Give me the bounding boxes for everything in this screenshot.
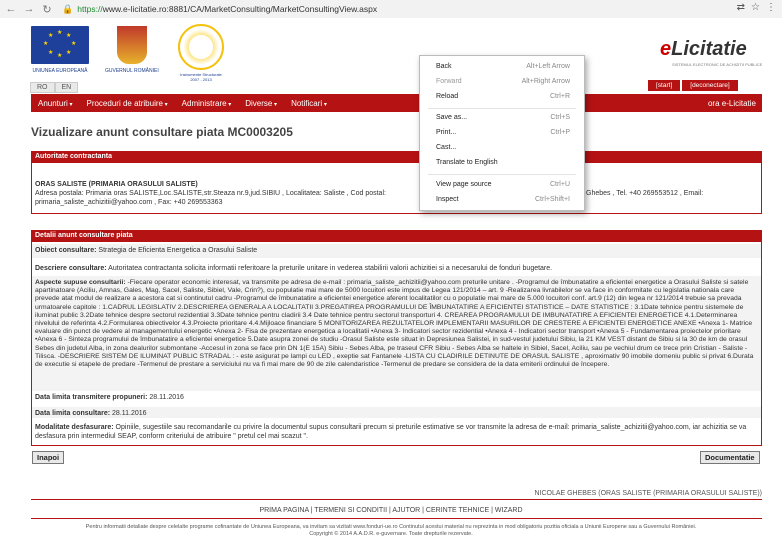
context-menu: [419, 55, 585, 211]
object-row: Obiect consultare: Strategia de Eficienta Energetica a Orasului Saliste: [35, 247, 258, 254]
url-text: https://www.e-licitatie.ro:8881/CA/MarketConsulting/MarketConsultingView.aspx: [77, 4, 378, 14]
authority-address-tail: Ghebes , Tel. +40 269553512 , Email:: [586, 190, 704, 197]
back-button[interactable]: Inapoi: [32, 451, 64, 464]
menu-anunturi[interactable]: Anunturi ▾: [31, 99, 79, 108]
ctx-translate[interactable]: Translate to English: [436, 159, 498, 166]
footer-links[interactable]: PRIMA PAGINA | TERMENI SI CONDITII | AJUTOR | CERINTE TEHNICE | WIZARD: [259, 507, 523, 514]
ctx-forward: Forward Alt+Right Arrow: [436, 78, 570, 85]
ctx-reload[interactable]: Reload Ctrl+R: [436, 93, 570, 100]
main-menu: [31, 94, 762, 112]
ora-elicitatie: ora e-Licitatie: [707, 99, 756, 108]
lang-en[interactable]: EN: [55, 82, 79, 93]
reload-icon[interactable]: ↻: [42, 3, 52, 16]
gov-logo: GUVERNUL ROMÂNIEI: [105, 26, 159, 74]
menu-administrare[interactable]: Administrare ▾: [175, 99, 239, 108]
login-buttons: [648, 80, 738, 91]
eu-logo: ★ ★ ★ ★ ★ ★ ★ ★ UNIUNEA EUROPEANĂ: [31, 26, 89, 74]
footer-divider: [31, 518, 762, 519]
mode-row: Modalitate desfasurare: Opiniile, sugestiile sau recomandarile cu privire la documentul supus consultarii precum si preturile estimative se vor transmite la adresa de e-mail: primaria_saliste_achizitii@yahoo.com, iar achizitia se va desfasura prin intermediul SEAP, conform criteriului de atribuire " pretul cel mai scazut ".: [35, 424, 747, 440]
eu-flag-icon: ★ ★ ★ ★ ★ ★ ★ ★: [31, 26, 89, 64]
translate-icon[interactable]: ⇄: [736, 2, 746, 13]
footer-copyright: Copyright © 2014 A.A.D.R. e-guvernare. Toate drepturile rezervate.: [309, 531, 473, 537]
lang-ro[interactable]: RO: [30, 82, 55, 93]
forward-arrow-icon[interactable]: →: [23, 3, 35, 15]
e-licitatie-logo[interactable]: eLicitatie: [660, 38, 747, 60]
menu-notificari[interactable]: Notificari ▾: [284, 99, 334, 108]
ctx-inspect[interactable]: Inspect Ctrl+Shift+I: [436, 196, 570, 203]
structural-instruments-icon: [178, 24, 224, 70]
lock-icon: 🔒: [62, 3, 74, 14]
star-icon[interactable]: ☆: [751, 2, 760, 13]
menu-proceduri[interactable]: Proceduri de atribuire ▾: [79, 99, 174, 108]
ctx-back[interactable]: Back Alt+Left Arrow: [436, 63, 570, 70]
ctx-save-as[interactable]: Save as... Ctrl+S: [436, 114, 570, 121]
page-title: Vizualizare anunt consultare piata MC0003205: [31, 125, 293, 139]
logout-button[interactable]: [deconectare]: [682, 80, 737, 91]
language-switch: [30, 82, 78, 93]
coat-of-arms-icon: [117, 26, 147, 64]
footer-note: [30, 524, 752, 538]
logged-user-name: NICOLAE GHEBES (ORAS SALISTE (PRIMARIA ORASULUI SALISTE)): [534, 490, 762, 497]
browser-toolbar: [0, 0, 782, 19]
back-arrow-icon[interactable]: ←: [5, 3, 17, 15]
documentation-button[interactable]: Documentatie: [700, 451, 760, 464]
details-header: Detalii anunt consultare piata: [31, 230, 762, 242]
authority-address: Adresa postala: Primaria oras SALISTE,Loc.SALISTE,str.Steaza nr.9,jud.SIBIU , Localitatea: Saliste , Cod postal:: [35, 190, 386, 197]
e-licitatie-tagline: SISTEMUL ELECTRONIC DE ACHIZITII PUBLICE: [672, 62, 763, 67]
authority-name: ORAS SALISTE (PRIMARIA ORASULUI SALISTE): [35, 181, 198, 188]
footer-note-line: Pentru informatii detaliate despre celelalte programe cofinantate de Uniunea Europeana, va invitam sa vizitati www.fonduri-ue.ro Continutul acestui material nu reprezinta in mod obligatoriu pozitia oficiala a Uniunii Europene sau a Guvernului României.: [85, 524, 697, 530]
deadline-proposals-row: Data limita transmitere propuneri: 28.11.2016: [35, 394, 184, 401]
specific-aspects-row: Aspecte supuse consultarii: -Fiecare operator economic interesat, va transmite pe adresa de e-mail : primaria_saliste_achizitii@yahoo.com preturile unitare . -Programul de îmbunatatire a eficientei energetice a Orasului Saliste si satele apartinatoare (Aciliu, Amnas, Gales, Mag, Sacel, Saliste, Sibiel, Vale, Crin?), cu populatie mai mare de 5000 locuitori este impus de Legea 121/2014 – art. 9 -Realizarea livrabilelor se va face in conformitate cu legislatia nationala care prevede atat modul de realizare a acestora cat si continutul cadru -Programul de îmbunatatire a eficientei energetice aferent localitatilor cu o populatie mai mare de 5.000 locuitori conf. art.9 (12) din legea nr 121/2014 trebuie sa prevada urmatoarele capitole : 1.CADRUL LEGISLATIV 2.DESCRIEREA GENERALA A LOCALITATII 3.PREGATIREA PROGRAMULUI DE ÎMBUNATATIRE A EFICIENTEI STATISTICE – DATE STATISTICE : 3.1Date tehnice pentru sistemele de iluminat public 3.2Date tehnice despre sectorul rezidential 3.3Date tehnice pentru cladirii 3.4 Date tehnice pentru sectorul transporturi 4. CREAREA PROGRAMULUI DE IMBUNATATIRE A EFICIENTEI ENERGETICE 4.1.Determinarea nivelului de referinta 4.2.Formularea obiectivelor 4.3.Proiecte prioritare 4.4.Mijloace financiare 5 MONITORIZAREA REZULTATELOR IMPLEMENTARII MASURILOR DE CRESTERE A EFICIENTEI ENERGETICE ANEXE •Anexa 1- Matrice evaluare din punct de vedere al managementului energetic •Anexa 2- Fisa de prezentare energetica a localitatii •Anexa 3- Indicatori sector rezidential •Anexa 4 - Indicatori sector transport •Anexa 5 - Fundamentarea proiectelor prioritare •Anexa 6 - Sinteza programului de îmbunatatire a eficientei energetice 5.Date asupra zonei de studiu -Orasul Saliste este situat in Depresiunea Salistei, in sud-vestul judetului Sibiu, la 21 KM VEST distant de Sibiu si la 30 de km de orasul Sebes din judetul Alba, in zona dealurilor submontane -Accesul in zona se face prin DN 1(E 15A) Sibiu - Sebes Alba, pe traseul CFR Sibiu - Sebes Alba se haltele in Sibiel, Sacel, Aciliu, sau pe vechiul drum ce trece prin Cristian - Saliste - Tilisca. -DESCRIERE SISTEM DE ILUMINAT PUBLIC STRADAL : - este asigurat pe lampi cu LED , exeptie sat Fantanele -LISTA CU CLADIRILE DETINUTE DE ORASUL SALISTE , aproximativ 90 imobile domeniu public si privat 6.Durata de executie si etapele de predare -Termenul de prestare a serviciului nu va fi mai mare de 90 de zile calendaristice -Termenul de predare se considera de la data emiterii ordinului de începere.: [35, 279, 754, 369]
footer-divider: [31, 499, 762, 500]
ctx-cast[interactable]: Cast...: [436, 144, 457, 151]
authority-header: Autoritate contractanta: [31, 151, 762, 163]
menu-diverse[interactable]: Diverse ▾: [238, 99, 284, 108]
ctx-print[interactable]: Print... Ctrl+P: [436, 129, 570, 136]
start-button[interactable]: [start]: [648, 80, 680, 91]
menu-dots-icon[interactable]: ⋮: [766, 2, 776, 13]
description-row: Descriere consultare: Autoritatea contractanta solicita informatii referitoare la preturile unitare in vederea stabilirii valorii achizitiei si a necesarului de fonduri bugetare.: [35, 265, 553, 272]
ctx-separator: [428, 108, 576, 109]
deadline-consultation-row: Data limita consultare: 28.11.2016: [35, 410, 147, 417]
authority-email-fax: primaria_saliste_achizitii@yahoo.com , Fax: +40 269553363: [35, 199, 223, 206]
ctx-view-source[interactable]: View page source Ctrl+U: [436, 181, 570, 188]
ctx-separator: [428, 174, 576, 175]
instrumente-logo: Instrumente Structurale 2007 - 2013: [178, 24, 224, 82]
address-bar[interactable]: [62, 3, 377, 16]
